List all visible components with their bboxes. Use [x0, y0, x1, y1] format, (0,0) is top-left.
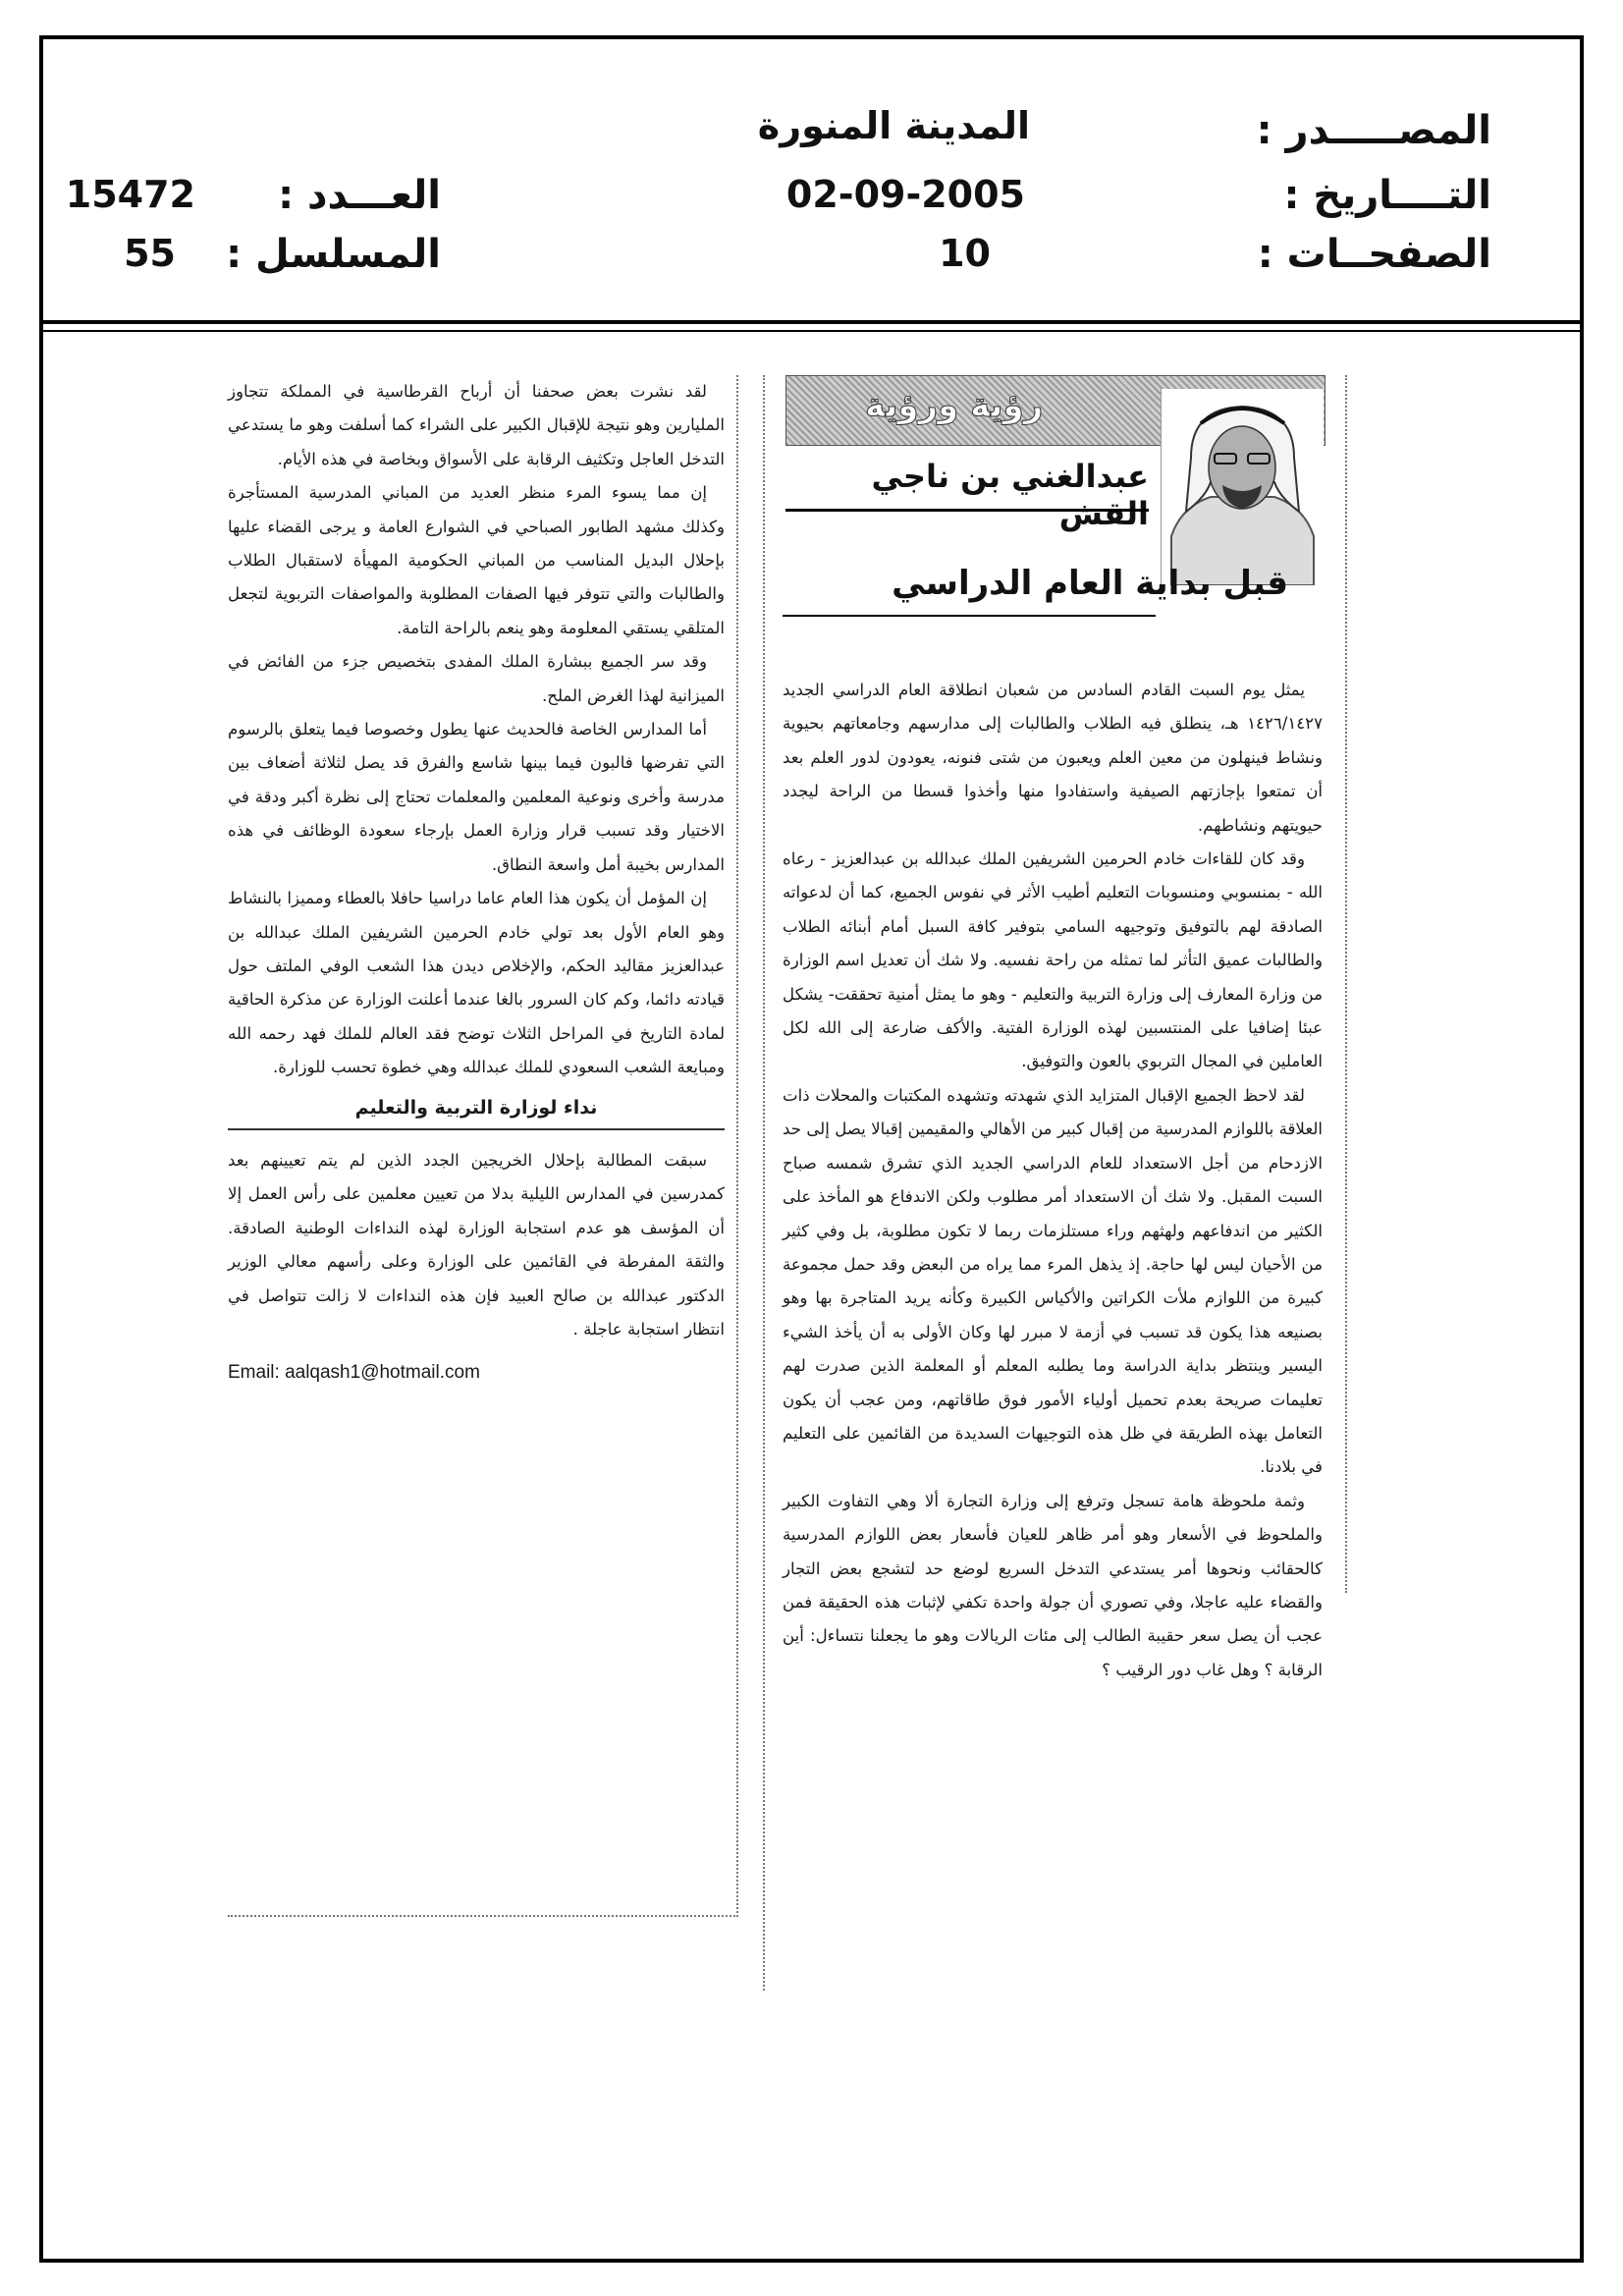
serial-value: 55	[124, 232, 176, 275]
author-photo	[1161, 389, 1324, 585]
article-title: قبل بداية العام الدراسي	[892, 564, 1288, 603]
right-border	[1345, 375, 1347, 1593]
source-label: المصـــــدر :	[1256, 108, 1491, 153]
paragraph: وقد سر الجميع ببشارة الملك المفدى بتخصيص جزء من الفائض في الميزانية لهذا الغرض الملح.	[228, 652, 725, 705]
date-label: التــــاريخ :	[1283, 173, 1491, 218]
pages-value: 10	[939, 232, 991, 275]
source-value: المدينة المنورة	[757, 104, 1030, 147]
author-name: عبدالغني بن ناجي القش	[871, 458, 1149, 532]
pages-label: الصفحــات :	[1257, 232, 1491, 277]
article-column-left	[228, 375, 738, 1917]
paragraph: سبقت المطالبة بإحلال الخريجين الجدد الذين لم يتم تعيينهم بعد كمدرسين في المدارس الليلية بدلا من تعيين معلمين على رأس العمل إلا أن المؤسف هو عدم استجابة الوزارة لهذه النداءات الوطنية الصادقة. والثقة المفرطة في القائمين على الوزارة وعلى رأسهم معالي الوزير الدكتور عبدالله بن صالح العبيد فإن هذه النداءات لا زالت تتواصل في انتظار استجابة عاجلة .	[228, 1150, 725, 1339]
issue-value: 15472	[65, 173, 195, 216]
date-value: 02-09-2005	[785, 173, 1025, 216]
article-column-right	[783, 674, 1323, 1901]
paragraph: أما المدارس الخاصة فالحديث عنها يطول وخصوصا فيما يتعلق بالرسوم التي تفرضها فالبون فيما بينها شاسع والفرق قد يصل لثلاثة أضعاف بين مدرسة وأخرى ونوعية المعلمين والمعلمات تحتاج إلى نظرة أكبر ودقة في الاختيار وقد تسبب قرار وزارة العمل بإرجاء سعودة الوظائف في هذه المدارس بخيبة أمل واسعة النطاق.	[228, 720, 725, 874]
paragraph: لقد نشرت بعض صحفنا أن أرباح القرطاسية في المملكة تتجاوز المليارين وهو نتيجة للإقبال الكبير على الشراء كما أسلفت وهو ما يستدعي التدخل العاجل وتكثيف الرقابة على الأسواق وبخاصة في هذه الأيام.	[228, 382, 725, 468]
column-banner-text: رؤية ورؤية	[865, 386, 1044, 425]
serial-label: المسلسل :	[226, 232, 441, 277]
title-rule	[783, 615, 1156, 617]
paragraph: إن المؤمل أن يكون هذا العام عاما دراسيا حافلا بالعطاء ومميزا بالنشاط وهو العام الأول بعد تولي خادم الحرمين الشريفين الملك عبدالله بن عبدالعزيز مقاليد الحكم، والإخلاص ديدن هذا الشعب الوفي الملتف حول قيادته دائما، وكم كان السرور بالغا عندما أعلنت الوزارة عن مذكرة الحاقية لمادة التاريخ في المراحل الثلاث توضح فقد العالم للملك فهد رحمه الله ومبايعة الشعب السعودي للملك عبدالله وهي خطوة تحسب للوزارة.	[228, 889, 725, 1077]
paragraph: وقد كان للقاءات خادم الحرمين الشريفين الملك عبدالله بن عبدالعزيز - رعاه الله - بمنسوبي ومنسوبات التعليم أطيب الأثر في نفوس الجميع، كما أن لدعواته الصادقة لهم بالتوفيق وتوجيهه السامي بتوفير كافة السبل أمام أبنائه الطلاب والطالبات عميق التأثر لما تمثله من راحة نفسيه. ولا شك أن تعديل اسم الوزارة من وزارة المعارف إلى وزارة التربية والتعليم - وهو ما يمثل أمنية تحققت- يشكل عبئا إضافيا على المنتسبين لهذه الوزارة الفتية. والأكف ضارعة إلى الله لكل العاملين في المجال التربوي بالعون والتوفيق.	[783, 849, 1323, 1071]
paragraph: إن مما يسوء المرء منظر العديد من المباني المدرسية المستأجرة وكذلك مشهد الطابور الصباحي في الشوارع العامة و يرجى القضاء عليها بإحلال البديل المناسب من المباني الحكومية المهيأة لاستقبال الطلاب والطالبات والتي تتوفر فيها الصفات المطلوبة والمواصفات التربوية لتجعل المتلقي يستقي المعلومة وهو ينعم بالراحة التامة.	[228, 483, 725, 637]
paragraph: يمثل يوم السبت القادم السادس من شعبان انطلاقة العام الدراسي الجديد ١٤٢٦/١٤٢٧ هـ، ينطلق فيه الطلاب والطالبات إلى مدارسهم وجامعاتهم بحيوية ونشاط فينهلون من معين العلم ويعبون من شتى فنونه، يعودون لدور العلم بعد أن تمتعوا بإجازتهم الصيفية واستفادوا منها وأخذوا قسطا من الراحة ليجدد حيويتهم ونشاطهم.	[783, 681, 1323, 835]
header-divider	[43, 330, 1580, 332]
author-email: Email: aalqash1@hotmail.com	[228, 1362, 480, 1384]
metadata-header	[43, 39, 1580, 324]
section-subheading: نداء لوزارة التربية والتعليم	[228, 1091, 725, 1130]
paragraph: وثمة ملحوظة هامة تسجل وترفع إلى وزارة التجارة ألا وهي التفاوت الكبير والملحوظ في الأسعار وهو أمر ظاهر للعيان فأسعار بعض اللوازم المدرسية كالحقائب ونحوها أمر يستدعي التدخل السريع لوضع حد لتشجع بعض التجار والقضاء عليه عاجلا، وفي تصوري أن جولة واحدة تكفي لإثبات هذه الحقيقة فمن عجب أن يصل سعر حقيبة الطالب إلى مئات الريالات وهو ما يجعلنا نتساءل: أين الرقابة ؟ وهل غاب دور الرقيب ؟	[783, 1491, 1323, 1679]
author-portrait-icon	[1162, 389, 1324, 585]
paragraph: لقد لاحظ الجميع الإقبال المتزايد الذي شهدته وتشهده المكتبات والمحلات ذات العلاقة باللوازم المدرسية من إقبال كبير من الأهالي والمقيمين إقبالا يصل إلى حد الازدحام من أجل الاستعداد للعام الدراسي الجديد الذي تشرق شمسه صباح السبت المقبل. ولا شك أن الاستعداد أمر مطلوب ولكن الاندفاع هو المأخذ على الكثير من اندفاعهم ولهثهم وراء مستلزمات ربما لا تكون مطلوبة، بل وفي كثير من الأحيان ليس لها حاجة. إذ يذهل المرء مما يراه من البعض وقد حمل مجموعة كبيرة من اللوازم ملأت الكراتين والأكياس الكبيرة وكأنه يريد المتاجرة بها وهو بصنيعه هذا يكون قد تسبب في أزمة لا مبرر لها وكان الأولى به أن يأخذ الشيء اليسير وينتظر بداية الدراسة وما يطلبه المعلم أو المعلمة الذين صدرت لهم تعليمات صريحة بعدم تحميل أولياء الأمور فوق طاقاتهم، ومن عجب أن يكون التعامل بهذه الطريقة في ظل هذه التوجيهات السديدة من القائمين على التعليم في بلادنا.	[783, 1085, 1323, 1477]
column-divider	[763, 375, 765, 1991]
newspaper-clipping	[189, 340, 1347, 2049]
author-rule	[785, 509, 1149, 512]
issue-label: العـــدد :	[278, 173, 441, 218]
